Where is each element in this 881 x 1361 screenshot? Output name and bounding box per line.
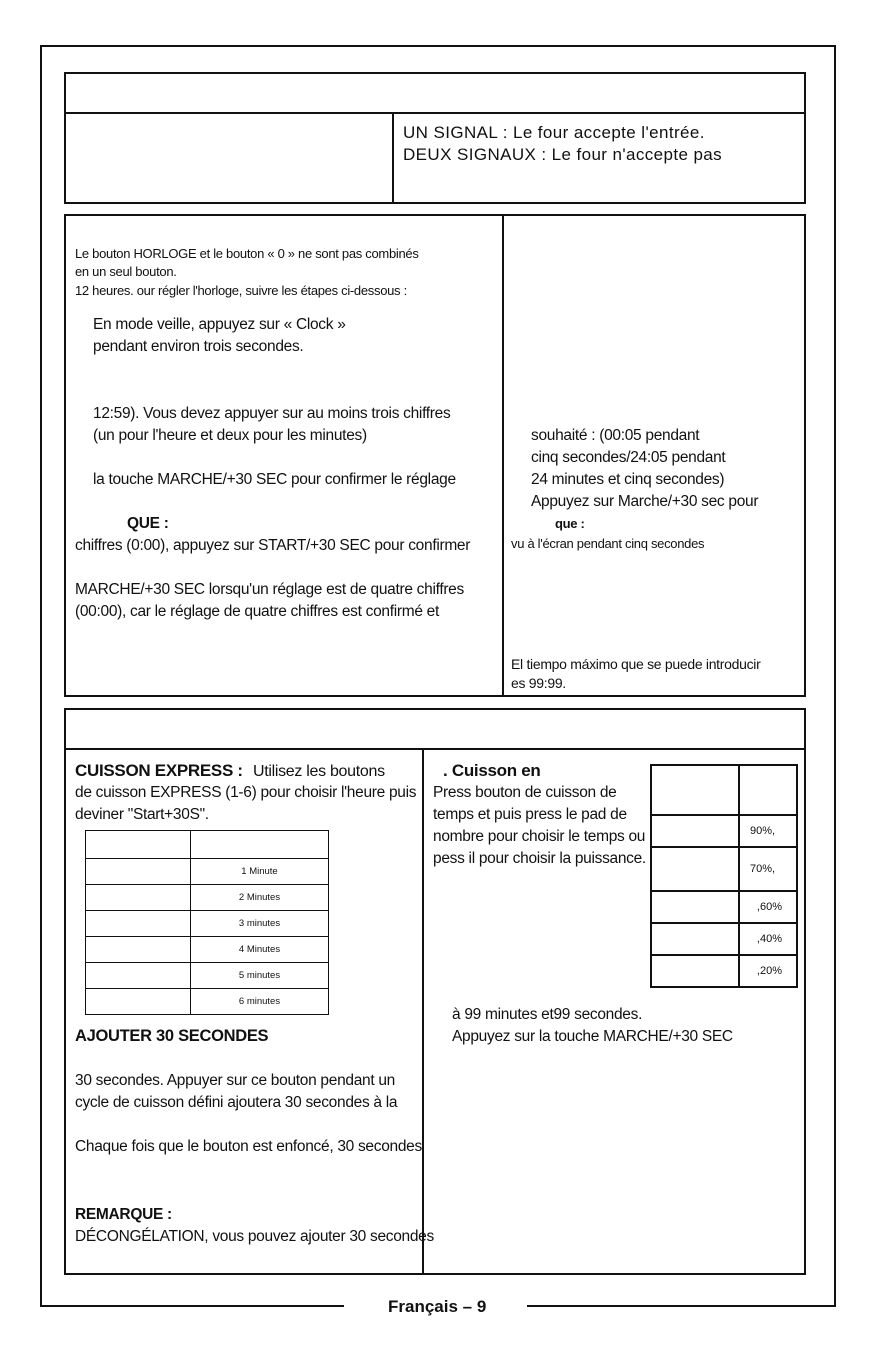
clock-intro-line-3: 12 heures. our régler l'horloge, suivre les étapes ci-dessous : [75,283,407,298]
cook-line-4: pess il pour choisir la puissance. [433,850,646,867]
remark-label: REMARQUE : [75,1206,172,1223]
clock-note-line-2: MARCHE/+30 SEC lorsqu'un réglage est de quatre chiffres [75,581,464,598]
express-row-4: 4 Minutes [191,937,329,963]
clock-intro-line-2: en un seul bouton. [75,264,177,279]
express-row-3: 3 minutes [191,911,329,937]
power-row-2: 70%, [739,847,797,891]
section2-column-divider [502,214,504,697]
clock-intro-line-1: Le bouton HORLOGE et le bouton « 0 » ne sont pas combinés [75,246,419,261]
clock-note-label: QUE : [127,515,169,532]
express-row-6: 6 minutes [191,989,329,1015]
add30-line-2: cycle de cuisson défini ajoutera 30 secondes à la [75,1094,398,1111]
express-title: CUISSON EXPRESS : [75,761,243,780]
add30-title: AJOUTER 30 SECONDES [75,1027,269,1045]
express-line-1-rest: Utilisez les boutons [252,763,385,780]
cook-line-5: à 99 minutes et99 secondes. [452,1006,643,1023]
clock-step-3: la touche MARCHE/+30 SEC pour confirmer le réglage [93,471,456,488]
express-line-1 [75,760,385,782]
express-table [85,830,329,1015]
timer-max-line-2: es 99:99. [511,675,566,691]
cook-title: . Cuisson en [443,761,541,780]
power-row-1: 90%, [739,815,797,847]
cook-line-6: Appuyez sur la touche MARCHE/+30 SEC [452,1028,733,1045]
timer-max-line-1: El tiempo máximo que se puede introducir [511,656,761,672]
power-row-4: ,40% [739,923,797,955]
section3-column-divider [422,748,424,1275]
footer-rule-left [40,1305,344,1307]
signal-one-text: UN SIGNAL : Le four accepte l'entrée. [403,123,705,142]
timer-note-label: que : [555,516,585,531]
section1-column-divider [392,112,394,204]
express-row-1: 1 Minute [191,859,329,885]
page-number: Français – 9 [388,1297,487,1316]
clock-step-2-line-2: (un pour l'heure et deux pour les minutes) [93,427,367,444]
cook-line-2: temps et puis press le pad de [433,806,627,823]
timer-line-3: 24 minutes et cinq secondes) [531,471,725,488]
timer-line-1: souhaité : (00:05 pendant [531,427,700,444]
timer-note-line: vu à l'écran pendant cinq secondes [511,536,705,551]
clock-step-2-line-1: 12:59). Vous devez appuyer sur au moins trois chiffres [93,405,451,422]
add30-line-1: 30 secondes. Appuyer sur ce bouton pendant un [75,1072,396,1089]
footer-rule-right [527,1305,836,1307]
clock-note-line-1: chiffres (0:00), appuyez sur START/+30 SEC pour confirmer [75,537,471,554]
express-row-5: 5 minutes [191,963,329,989]
express-row-2: 2 Minutes [191,885,329,911]
timer-line-2: cinq secondes/24:05 pendant [531,449,726,466]
clock-note-line-3: (00:00), car le réglage de quatre chiffres est confirmé et [75,603,439,620]
express-line-2: de cuisson EXPRESS (1-6) pour choisir l'heure puis [75,784,417,801]
signal-two-text: DEUX SIGNAUX : Le four n'accepte pas [403,145,723,164]
add30-line-3: Chaque fois que le bouton est enfoncé, 30 secondes [75,1138,422,1155]
power-table [650,764,798,988]
cook-line-3: nombre pour choisir le temps ou [433,828,646,845]
clock-step-1-line-1: En mode veille, appuyez sur « Clock » [93,316,346,333]
clock-step-1-line-2: pendant environ trois secondes. [93,338,304,355]
remark-text: DÉCONGÉLATION, vous pouvez ajouter 30 secondes [75,1228,434,1245]
section1-header-divider [64,112,806,114]
section3-header-divider [64,748,806,750]
power-row-3: ,60% [739,891,797,923]
timer-line-4: Appuyez sur Marche/+30 sec pour [531,493,759,510]
express-line-3: deviner "Start+30S". [75,806,209,823]
power-row-5: ,20% [739,955,797,987]
cook-line-1: Press bouton de cuisson de [433,784,617,801]
